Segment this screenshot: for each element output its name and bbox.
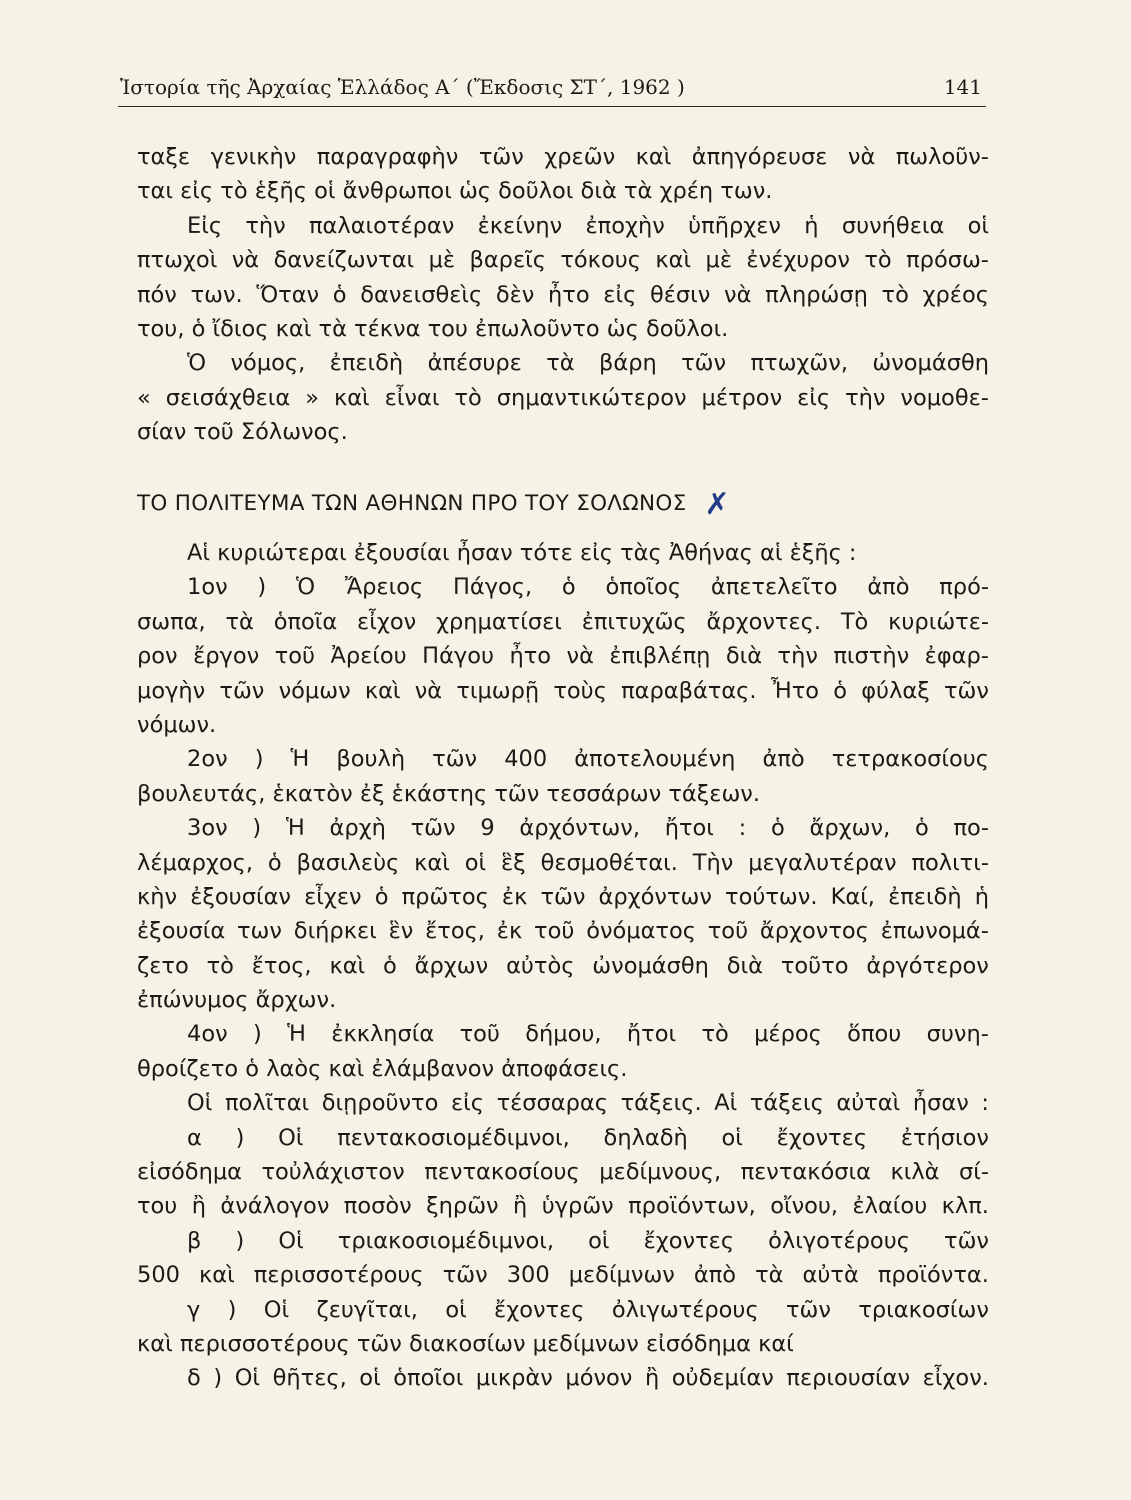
text-line: β ) Οἱ τριακοσιομέδιμνοι, οἱ ἔχοντες ὀλιγοτέρους τῶν <box>187 1227 989 1254</box>
text-line: Εἰς τὴν παλαιοτέραν ἐκείνην ἐποχὴν ὑπῆρχεν ἡ συνήθεια οἱ <box>187 212 989 239</box>
text-line: κὴν ἐξουσίαν εἶχεν ὁ πρῶτος ἐκ τῶν ἀρχόντων τούτων. Καί, ἐπειδὴ ἡ <box>137 883 989 910</box>
text-line: δ ) Οἱ θῆτες, οἱ ὁποῖοι μικρὰν μόνον ἢ οὐδεμίαν περιουσίαν εἶχον. <box>187 1365 989 1392</box>
text-line: ἐξουσία των διήρκει ἓν ἔτος, ἐκ τοῦ ὀνόματος τοῦ ἄρχοντος ἐπωνομά- <box>137 918 989 945</box>
text-line: Ὁ νόμος, ἐπειδὴ ἀπέσυρε τὰ βάρη τῶν πτωχῶν, ὠνομάσθη <box>187 350 989 377</box>
text-line: πόν των. Ὅταν ὁ δανεισθεὶς δὲν ἦτο εἰς θέσιν νὰ πληρώσῃ τὸ χρέος <box>137 281 989 308</box>
text-line: ἐπώνυμος ἄρχων. <box>137 987 337 1014</box>
text-line: του ἢ ἀνάλογον ποσὸν ξηρῶν ἢ ὑγρῶν προϊόντων, οἴνου, ἐλαίου κλπ. <box>137 1193 989 1220</box>
text-line: σίαν τοῦ Σόλωνος. <box>137 419 348 446</box>
handwritten-mark: ✗ <box>704 487 730 522</box>
text-line: μογὴν τῶν νόμων καὶ νὰ τιμωρῇ τοὺς παραβάτας. Ἦτο ὁ φύλαξ τῶν <box>137 677 989 704</box>
text-line: σωπα, τὰ ὁποῖα εἶχον χρηματίσει ἐπιτυχῶς ἄρχοντες. Τὸ κυριώτε- <box>137 608 989 635</box>
text-line: θροίζετο ὁ λαὸς καὶ ἐλάμβανον ἀποφάσεις. <box>137 1055 628 1082</box>
text-line: ζετο τὸ ἔτος, καὶ ὁ ἄρχων αὐτὸς ὠνομάσθη διὰ τοῦτο ἀργότερον <box>137 952 989 979</box>
text-line: 3ον ) Ἡ ἀρχὴ τῶν 9 ἀρχόντων, ἤτοι : ὁ ἄρχων, ὁ πο- <box>187 815 989 842</box>
text-line: γ ) Οἱ ζευγῖται, οἱ ἔχοντες ὀλιγωτέρους τῶν τριακοσίων <box>187 1296 989 1323</box>
text-line: α ) Οἱ πεντακοσιομέδιμνοι, δηλαδὴ οἱ ἔχοντες ἐτήσιον <box>187 1124 989 1151</box>
running-header <box>118 74 986 107</box>
text-line: ταξε γενικὴν παραγραφὴν τῶν χρεῶν καὶ ἀπηγόρευσε νὰ πωλοῦν- <box>137 144 989 170</box>
text-line: Οἱ πολῖται διῃροῦντο εἰς τέσσαρας τάξεις. Αἱ τάξεις αὐταὶ ἦσαν : <box>187 1090 989 1117</box>
text-line: Αἱ κυριώτεραι ἐξουσίαι ἦσαν τότε εἰς τὰς Ἀθήνας αἱ ἑξῆς : <box>187 540 857 566</box>
text-line: λέμαρχος, ὁ βασιλεὺς καὶ οἱ ἓξ θεσμοθέται. Τὴν μεγαλυτέραν πολιτι- <box>137 849 989 876</box>
text-line: « σεισάχθεια » καὶ εἶναι τὸ σημαντικώτερον μέτρον εἰς τὴν νομοθε- <box>137 384 989 411</box>
text-line: εἰσόδημα τοὐλάχιστον πεντακοσίους μεδίμνους, πεντακόσια κιλὰ σί- <box>137 1159 989 1186</box>
text-line: 500 καὶ περισσοτέρους τῶν 300 μεδίμνων ἀπὸ τὰ αὐτὰ προϊόντα. <box>137 1262 989 1289</box>
text-line: νόμων. <box>137 711 217 738</box>
text-line: 4ον ) Ἡ ἐκκλησία τοῦ δήμου, ἤτοι τὸ μέρος ὅπου συνη- <box>187 1021 989 1048</box>
page-number: 141 <box>943 75 982 99</box>
text-line: 1ον ) Ὁ Ἄρειος Πάγος, ὁ ὁποῖος ἀπετελεῖτο ἀπὸ πρό- <box>187 574 989 601</box>
header-title: Ἱστορία τῆς Ἀρχαίας Ἑλλάδος Α΄ (Ἔκδοσις ΣΤ΄, 1962 ) <box>120 75 685 99</box>
text-line: πτωχοὶ νὰ δανείζωνται μὲ βαρεῖς τόκους καὶ μὲ ἐνέχυρον τὸ πρόσω- <box>137 247 989 274</box>
text-line: ρον ἔργον τοῦ Ἀρείου Πάγου ἦτο νὰ ἐπιβλέπῃ διὰ τὴν πιστὴν ἐφαρ- <box>137 643 989 670</box>
text-line: βουλευτάς, ἑκατὸν ἐξ ἑκάστης τῶν τεσσάρων τάξεων. <box>137 780 761 807</box>
section-heading <box>137 483 730 522</box>
text-line: ται εἰς τὸ ἑξῆς οἱ ἄνθρωποι ὡς δοῦλοι διὰ τὰ χρέη των. <box>137 178 773 205</box>
body-text-top <box>137 140 989 450</box>
text-line: καὶ περισσοτέρους τῶν διακοσίων μεδίμνων εἰσόδημα καί <box>137 1330 794 1357</box>
body-text-bottom <box>137 536 989 1396</box>
text-line: του, ὁ ἴδιος καὶ τὰ τέκνα του ἐπωλοῦντο ὡς δοῦλοι. <box>137 315 729 342</box>
section-heading-text: ΤΟ ΠΟΛΙΤΕΥΜΑ ΤΩΝ ΑΘΗΝΩΝ ΠΡΟ ΤΟΥ ΣΟΛΩΝΟΣ <box>137 491 687 516</box>
text-line: 2ον ) Ἡ βουλὴ τῶν 400 ἀποτελουμένη ἀπὸ τετρακοσίους <box>187 746 989 773</box>
